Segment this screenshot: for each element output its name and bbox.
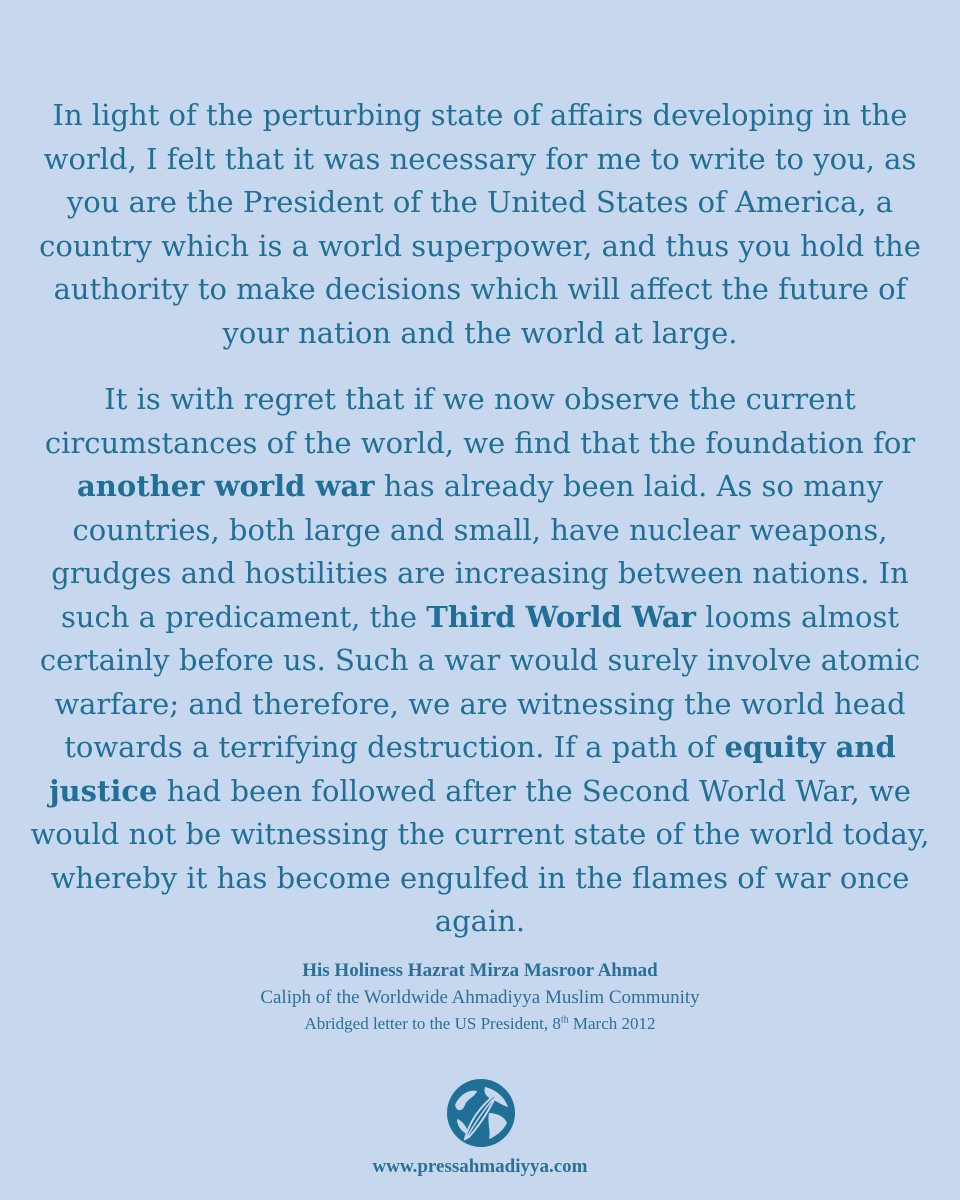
quote-paragraph-2 (30, 378, 930, 944)
source-text: Abridged letter to the US President, 8 (304, 1014, 561, 1033)
emphasis-another-world-war: another world war (77, 469, 375, 503)
source-date: March 2012 (568, 1014, 656, 1033)
quote-text: had been followed after the Second World War, we would not be witnessing the current state of the world today, whereby it has become engulfed in the flames of war once again. (30, 773, 930, 938)
quote-text: has already been laid. As so many countries, both large and small, have nuclear weapons, grudges and hostilities are increasing between nations. In such a predicament, the (51, 469, 909, 634)
globe-quill-icon (445, 1077, 517, 1149)
website-link[interactable]: www.pressahmadiyya.com (372, 1156, 588, 1177)
attribution-source (0, 1014, 960, 1034)
attribution-role: Caliph of the Worldwide Ahmadiyya Muslim Community (260, 987, 700, 1008)
source-superscript: th (560, 1014, 569, 1026)
quote-paragraph-1 (30, 94, 930, 355)
emphasis-third-world-war: Third World War (426, 599, 696, 634)
quote-text: It is with regret that if we now observe the current circumstances of the world, we find that the foundation for (44, 382, 916, 460)
quote-text: looms almost certainly before us. Such a war would surely involve atomic warfare; and therefore, we are witnessing the world head towards a terrifying destruction. If a path of (39, 599, 921, 764)
attribution-author: His Holiness Hazrat Mirza Masroor Ahmad (302, 960, 658, 981)
quote-paragraph-1-text: In light of the perturbing state of affairs developing in the world, I felt that it was necessary for me to write to you, as you are the President of the United States of America, a country which is a world superpower, and thus you hold the authority to make decisions which will affect the future of your nation and the world at large. (39, 98, 921, 350)
emphasis-equity-and-justice: equity and justice (49, 730, 896, 808)
